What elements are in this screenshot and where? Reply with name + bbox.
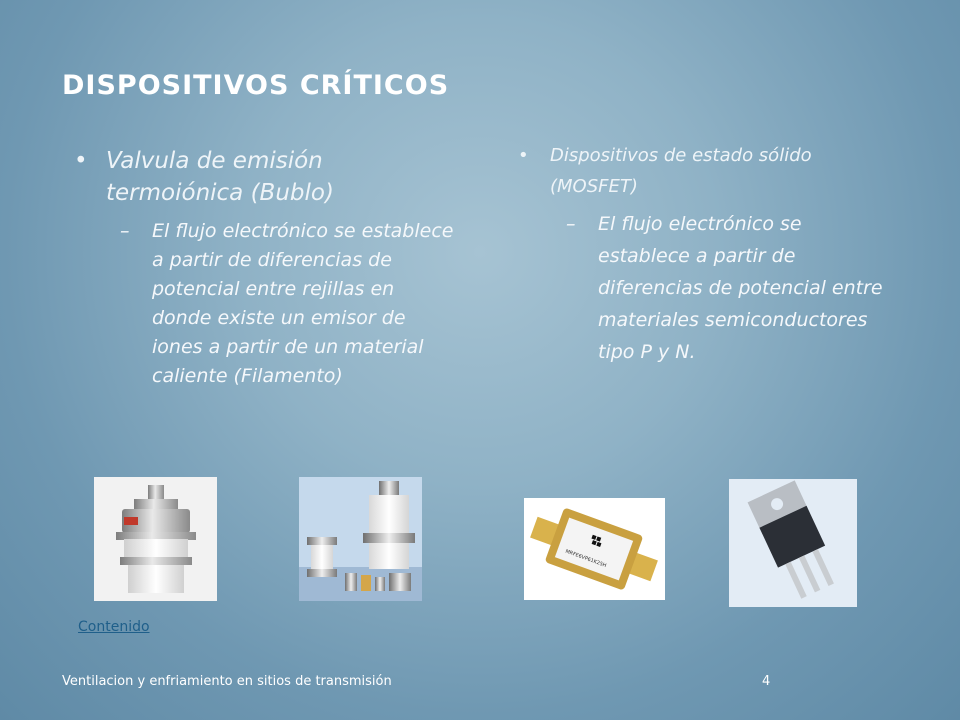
bullet-dot: • <box>74 148 88 174</box>
bullet-text: Valvula de emisión termoiónica (Bublo) <box>106 148 334 206</box>
sub-bullet-mosfet <box>518 208 888 368</box>
left-column <box>74 145 454 391</box>
to247-mosfet-image <box>729 479 857 607</box>
contenido-link[interactable]: Contenido <box>78 619 150 635</box>
footer-text: Ventilacion y enfriamiento en sitios de transmisión <box>62 674 392 689</box>
dash-glyph: – <box>566 213 576 235</box>
bullet-mosfet <box>518 140 888 202</box>
slide-title: DISPOSITIVOS CRÍTICOS <box>62 70 450 101</box>
page-number: 4 <box>762 674 771 689</box>
sub-bullet-text: El flujo electrónico se establece a partir de diferencias de potencial entre rejillas en donde existe un emisor de iones a partir de un material caliente (Filamento) <box>152 220 454 387</box>
rf-mosfet-image <box>524 498 665 600</box>
bullet-vacuum-tube <box>74 145 454 209</box>
vacuum-tube-image <box>94 477 217 601</box>
mosfet-chip-marking: MRFE6VP61K25H <box>564 548 608 569</box>
sub-bullet-text: El flujo electrónico se establece a partir de diferencias de potencial entre materiales semiconductores tipo P y N. <box>598 213 883 363</box>
dash-glyph: – <box>120 220 130 242</box>
bullet-dot: • <box>518 145 529 166</box>
bullet-text: Dispositivos de estado sólido (MOSFET) <box>550 145 812 197</box>
right-column <box>518 140 888 368</box>
sub-bullet-vacuum-tube <box>74 217 454 391</box>
vacuum-tubes-group-image <box>299 477 422 601</box>
